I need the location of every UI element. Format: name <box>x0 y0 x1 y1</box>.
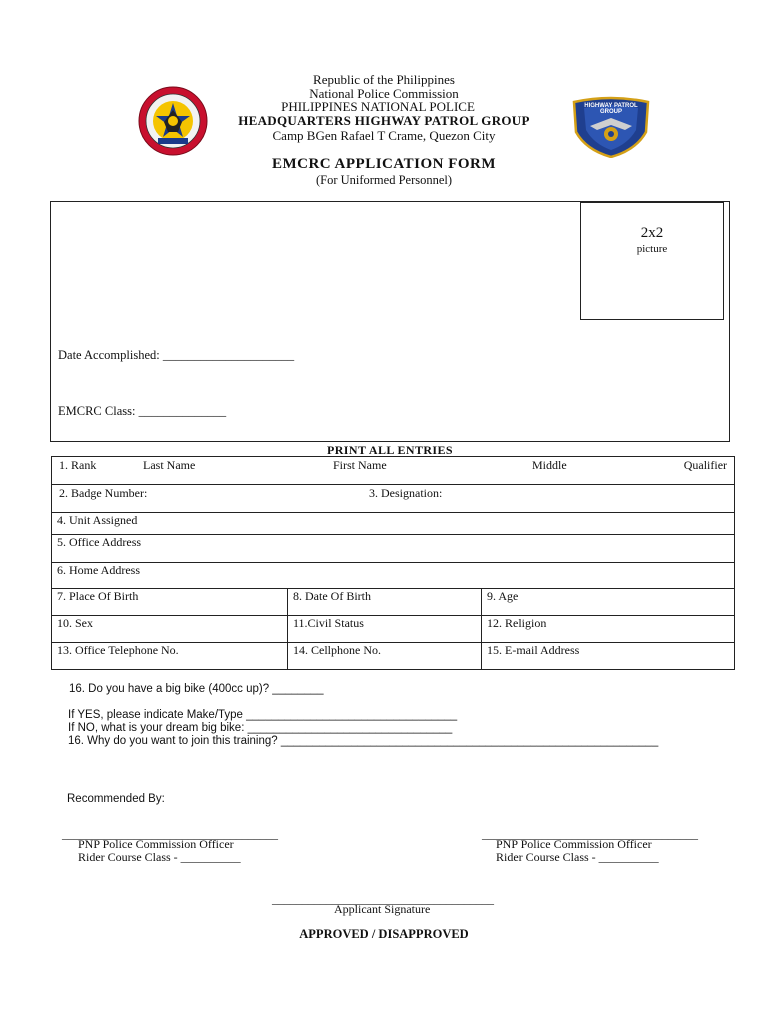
qualifier-label: Qualifier <box>683 458 728 472</box>
left-signatory-title: PNP Police Commission Officer <box>78 837 234 851</box>
print-all-entries-label: PRINT ALL ENTRIES <box>327 443 453 457</box>
left-rider-course-class[interactable]: Rider Course Class - __________ <box>78 850 241 864</box>
cellphone-cell[interactable] <box>288 643 482 670</box>
email-label: 15. E-mail Address <box>487 643 580 657</box>
home-address-label: 6. Home Address <box>57 563 140 577</box>
table-row <box>52 535 735 563</box>
recommended-by-label: Recommended By: <box>67 793 165 805</box>
sex-cell[interactable] <box>52 616 288 643</box>
rank-label: 1. Rank <box>59 458 97 472</box>
table-row <box>52 589 735 616</box>
applicant-signature-line[interactable]: _____________________________________ <box>272 892 494 906</box>
table-row <box>52 457 735 485</box>
entries-table <box>51 456 735 670</box>
designation-label: 3. Designation: <box>369 486 443 500</box>
badge-text: HIGHWAY PATROL GROUP <box>584 103 638 115</box>
badge-designation-cell[interactable] <box>52 485 735 513</box>
sex-label: 10. Sex <box>57 616 93 630</box>
date-accomplished-field[interactable]: Date Accomplished: _____________________ <box>58 348 295 362</box>
place-of-birth-cell[interactable] <box>52 589 288 616</box>
religion-cell[interactable] <box>482 616 735 643</box>
header-napolcom: National Police Commission <box>309 86 459 101</box>
form-title: EMCRC APPLICATION FORM <box>271 156 497 172</box>
picture-size-label: 2x2 <box>640 225 664 241</box>
office-address-label: 5. Office Address <box>57 535 142 549</box>
age-label: 9. Age <box>487 589 519 603</box>
picture-label: picture <box>636 243 668 255</box>
table-row <box>52 485 735 513</box>
right-signature-line[interactable]: ____________________________________ <box>482 827 698 841</box>
left-signature-line[interactable]: ____________________________________ <box>62 827 278 841</box>
why-join-question[interactable]: 16. Why do you want to join this training? ___________________________________________________________ <box>68 735 659 747</box>
office-telephone-label: 13. Office Telephone No. <box>57 643 179 657</box>
approved-disapproved-label: APPROVED / DISAPPROVED <box>299 927 469 941</box>
picture-box[interactable] <box>580 202 724 320</box>
civil-status-label: 11.Civil Status <box>293 616 364 630</box>
age-cell[interactable] <box>482 589 735 616</box>
civil-status-cell[interactable] <box>288 616 482 643</box>
badge-number-label: 2. Badge Number: <box>59 486 148 500</box>
place-of-birth-label: 7. Place Of Birth <box>57 589 139 603</box>
header-hpg: HEADQUARTERS HIGHWAY PATROL GROUP <box>238 113 530 128</box>
emcrc-class-field[interactable]: EMCRC Class: ______________ <box>58 404 227 418</box>
office-address-cell[interactable] <box>52 535 735 563</box>
form-subtitle: (For Uniformed Personnel) <box>315 173 453 187</box>
home-address-cell[interactable] <box>52 563 735 589</box>
right-signatory-title: PNP Police Commission Officer <box>496 837 652 851</box>
table-row <box>52 616 735 643</box>
cellphone-label: 14. Cellphone No. <box>293 643 381 657</box>
if-no-dream-bike[interactable]: If NO, what is your dream big bike: ________________________________ <box>68 722 453 734</box>
header-pnp: PHILIPPINES NATIONAL POLICE <box>281 99 475 114</box>
applicant-signature-label: Applicant Signature <box>334 902 431 916</box>
unit-assigned-label: 4. Unit Assigned <box>57 513 138 527</box>
unit-assigned-cell[interactable] <box>52 513 735 535</box>
date-of-birth-cell[interactable] <box>288 589 482 616</box>
header-camp: Camp BGen Rafael T Crame, Quezon City <box>272 128 496 143</box>
table-row <box>52 643 735 670</box>
big-bike-question[interactable]: 16. Do you have a big bike (400cc up)? ________ <box>69 683 324 695</box>
if-yes-make-type[interactable]: If YES, please indicate Make/Type _________________________________ <box>68 709 458 721</box>
header-republic: Republic of the Philippines <box>313 72 455 87</box>
middle-label: Middle <box>532 458 567 472</box>
right-rider-course-class[interactable]: Rider Course Class - __________ <box>496 850 659 864</box>
email-cell[interactable] <box>482 643 735 670</box>
religion-label: 12. Religion <box>487 616 547 630</box>
office-telephone-cell[interactable] <box>52 643 288 670</box>
table-row <box>52 563 735 589</box>
date-of-birth-label: 8. Date Of Birth <box>293 589 371 603</box>
last-name-label: Last Name <box>143 458 196 472</box>
first-name-label: First Name <box>333 458 387 472</box>
table-row <box>52 513 735 535</box>
name-cell[interactable] <box>52 457 735 485</box>
